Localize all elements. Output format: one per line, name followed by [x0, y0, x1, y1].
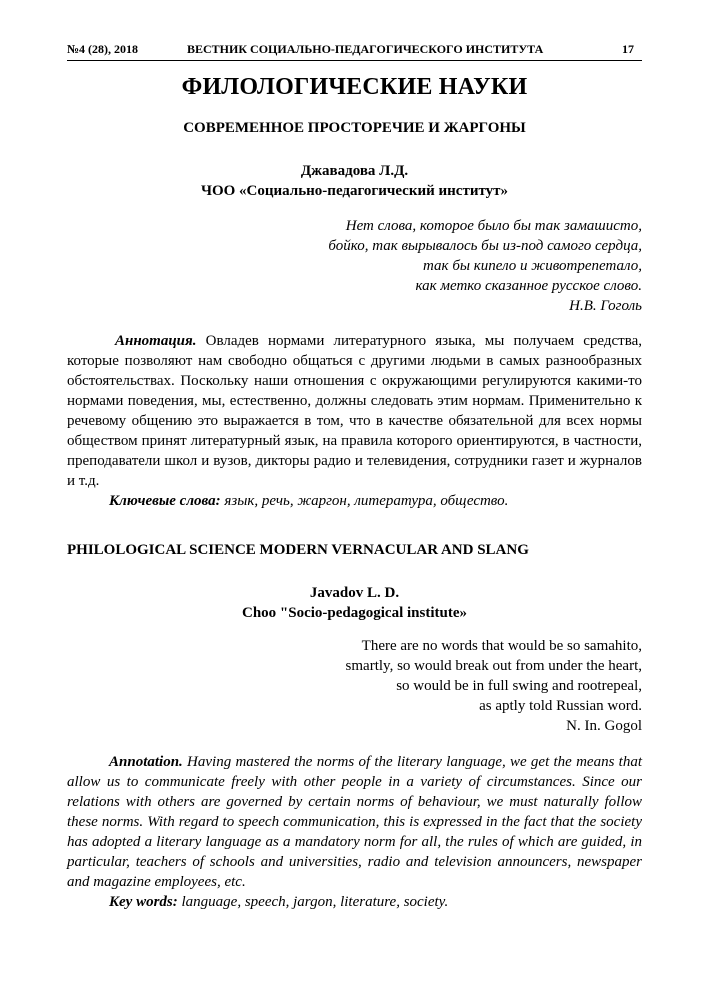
english-title: PHILOLOGICAL SCIENCE MODERN VERNACULAR AND SLANG — [67, 542, 529, 558]
keywords-text-en: language, speech, jargon, literature, society. — [181, 894, 449, 910]
epigraph-line: бойко, так вырывалось бы из-под самого сердца, — [328, 238, 642, 254]
abstract-paragraph — [67, 331, 642, 491]
keywords-ru — [67, 491, 642, 511]
author-name: Джавадова Л.Д. — [300, 163, 409, 179]
page-number: 17 — [622, 42, 634, 56]
abstract-en — [67, 752, 642, 912]
epigraph-en — [67, 636, 642, 736]
author-block-en — [67, 583, 642, 623]
keywords-label: Ключевые слова: — [109, 493, 221, 509]
abstract-text: Овладев нормами литературного языка, мы получаем средства, которые позволяют нам свободно общаться с другими людьми в самых разнообразных обстоятельствах. Поскольку наши отношения с окружающими регулируются какими-то нормами поведения, мы, естественно, должны следовать этим нормам. Применительно к речевому общению это выражается в том, что в качестве обязательной для всех нормы обществом принят литературный язык, на правила которого ориентируются, в частности, преподаватели школ и вузов, дикторы радио и телевидения, сотрудники газет и журналов и т.д. — [67, 333, 642, 489]
keywords-text: язык, речь, жаргон, литература, общество. — [224, 493, 509, 509]
abstract-ru — [67, 331, 642, 511]
keywords-label-en: Key words: — [109, 894, 178, 910]
epigraph-line: так бы кипело и животрепетало, — [423, 258, 642, 274]
abstract-label: Аннотация. — [115, 333, 197, 349]
keywords-en — [67, 892, 642, 912]
abstract-paragraph-en — [67, 752, 642, 892]
epigraph — [67, 216, 642, 316]
epigraph-line: Нет слова, которое было бы так замашисто, — [345, 218, 642, 234]
epigraph-line: There are no words that would be so samahito, — [361, 638, 642, 654]
epigraph-attribution: Н.В. Гоголь — [569, 298, 642, 314]
abstract-text-en: Having mastered the norms of the literary language, we get the means that allow us to communicate freely with other people in a variety of circumstances. Since our relations with others are governed by certain norms of behaviour, we must naturally follow these norms. With regard to speech communication, this is expressed in the fact that the society has adopted a literary language as a mandatory norm for all, the rules of which are guided, in particular, teachers of schools and universities, radio and television announcers, newspaper and magazine employees, etc. — [67, 754, 642, 890]
author-affiliation: ЧОО «Социально-педагогический институт» — [200, 183, 509, 199]
author-name-en: Javadov L. D. — [309, 585, 400, 601]
epigraph-line: smartly, so would break out from under the heart, — [345, 658, 642, 674]
author-block — [67, 161, 642, 201]
issue-info: №4 (28), 2018 — [67, 42, 139, 56]
author-affiliation-en: Choo "Socio-pedagogical institute» — [242, 605, 467, 621]
abstract-label-en: Annotation. — [109, 754, 183, 770]
epigraph-line: so would be in full swing and rootrepeal, — [396, 678, 642, 694]
article-title: СОВРЕМЕННОЕ ПРОСТОРЕЧИЕ И ЖАРГОНЫ — [183, 120, 526, 136]
epigraph-line: как метко сказанное русское слово. — [415, 278, 642, 294]
journal-name: ВЕСТНИК СОЦИАЛЬНО-ПЕДАГОГИЧЕСКОГО ИНСТИТУТА — [187, 42, 544, 56]
epigraph-line: as aptly told Russian word. — [479, 698, 642, 714]
section-title: ФИЛОЛОГИЧЕСКИЕ НАУКИ — [181, 74, 528, 100]
running-header — [67, 40, 642, 61]
epigraph-attribution: N. In. Gogol — [566, 718, 642, 734]
